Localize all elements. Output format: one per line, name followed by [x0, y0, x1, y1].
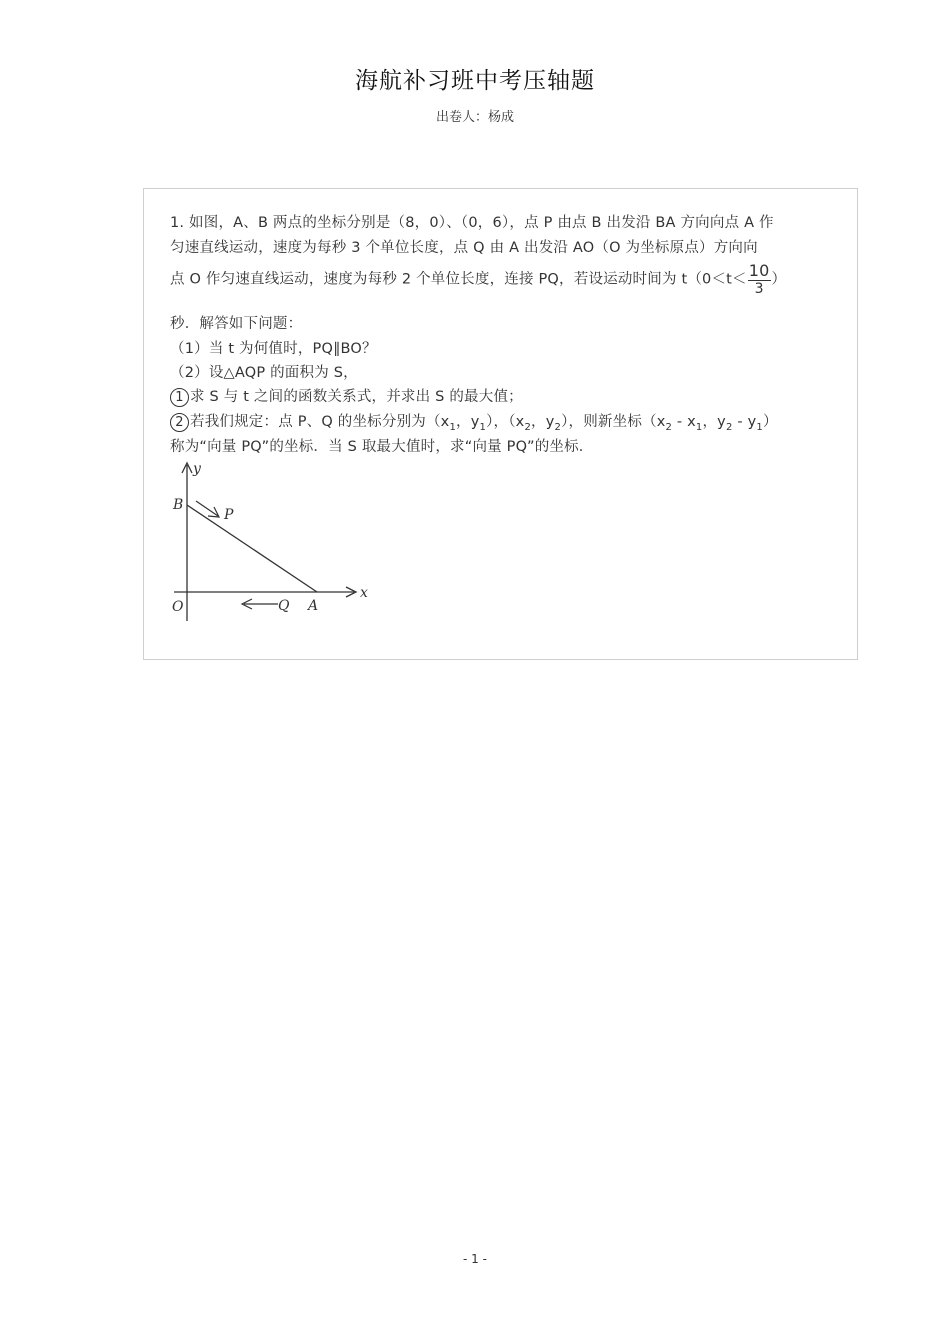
subscript: 2 — [725, 421, 733, 433]
sub-question-2-text-i: ） — [762, 414, 778, 430]
sub-question-2-text-g: ，y — [702, 414, 726, 430]
label-o: O — [172, 599, 184, 615]
label-y: y — [193, 461, 201, 477]
problem-line-3-close: ） — [771, 271, 787, 288]
problem-line-1: 1. 如图，A、B 两点的坐标分别是（8，0）、（0，6），点 P 由点 B 出发沿 BA 方向向点 A 作 — [170, 215, 774, 231]
question-2: （2）设△AQP 的面积为 S， — [170, 365, 358, 381]
problem-box — [143, 188, 858, 660]
fraction-numerator: 10 — [748, 261, 770, 280]
sub-question-2-text-f: - x — [672, 414, 696, 430]
sub-question-1 — [170, 385, 523, 407]
label-x: x — [360, 585, 368, 601]
sub-question-2-text-e: ），则新坐标（x — [561, 414, 666, 430]
circled-number-1: 1 — [170, 388, 189, 407]
subscript: 1 — [479, 421, 487, 433]
segment-ba — [187, 505, 317, 592]
label-a: A — [308, 598, 319, 614]
page-title: 海航补习班中考压轴题 — [355, 68, 595, 94]
page-number: - 1 - — [463, 1252, 487, 1266]
problem-line-3-text: 点 O 作匀速直线运动，速度为每秒 2 个单位长度，连接 PQ，若设运动时间为 t（0＜t＜ — [170, 271, 747, 288]
subscript: 2 — [665, 421, 673, 433]
subscript: 2 — [524, 421, 532, 433]
subscript: 1 — [756, 421, 763, 433]
problem-line-4: 秒．解答如下问题： — [170, 316, 303, 332]
label-b: B — [173, 497, 184, 513]
coordinate-diagram — [166, 459, 376, 629]
subscript: 2 — [554, 421, 562, 433]
subscript: 1 — [695, 421, 703, 433]
author-line: 出卷人：杨成 — [435, 110, 514, 125]
label-q: Q — [278, 598, 290, 614]
sub-question-2 — [170, 410, 778, 433]
problem-last-line: 称为“向量 PQ”的坐标．当 S 取最大值时，求“向量 PQ”的坐标． — [170, 439, 594, 455]
label-p: P — [224, 507, 234, 523]
question-1: （1）当 t 为何值时，PQ∥BO？ — [170, 341, 377, 357]
sub-question-2-text-c: ），（x — [486, 414, 525, 430]
circled-number-2: 2 — [170, 413, 189, 432]
sub-question-2-text-a: 若我们规定：点 P、Q 的坐标分别为（x — [190, 414, 450, 430]
subscript: 1 — [449, 421, 457, 433]
sub-question-2-text-d: ，y — [531, 414, 555, 430]
sub-question-2-text-h: - y — [732, 414, 757, 430]
problem-line-3 — [170, 263, 786, 296]
fraction-denominator: 3 — [754, 281, 764, 297]
fraction-10-3 — [748, 263, 771, 296]
sub-question-1-text: 求 S 与 t 之间的函数关系式，并求出 S 的最大值； — [190, 389, 523, 405]
problem-line-2: 匀速直线运动，速度为每秒 3 个单位长度，点 Q 由 A 出发沿 AO（O 为坐标原点）方向向 — [170, 240, 758, 256]
sub-question-2-text-b: ，y — [456, 414, 480, 430]
